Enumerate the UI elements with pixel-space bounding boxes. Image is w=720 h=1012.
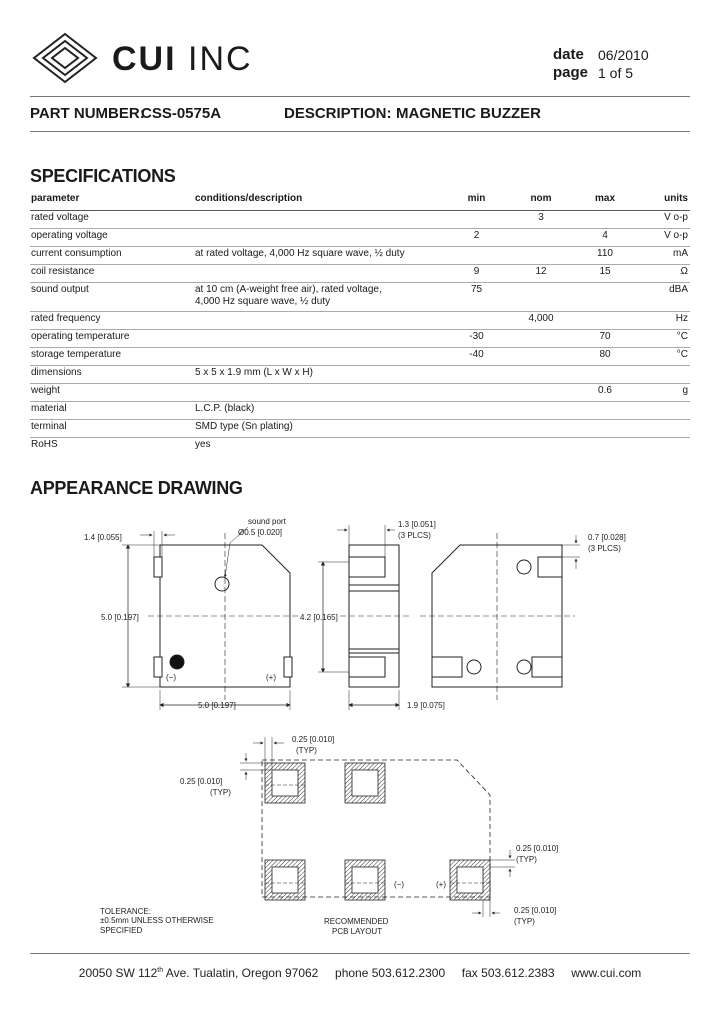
dim-0-7-note: (3 PLCS) (588, 544, 621, 553)
cell-units: mA (643, 246, 690, 264)
table-row (30, 365, 690, 383)
date-value: 06/2010 (598, 47, 649, 63)
cell-conditions (194, 329, 438, 347)
cell-parameter: RoHS (31, 438, 58, 450)
dim-1-4: 1.4 [0.055] (84, 533, 122, 542)
dim-5-0-h: 5.0 [0.197] (198, 701, 236, 710)
cell-units (643, 401, 690, 419)
col-conditions: conditions/description (194, 192, 438, 210)
pcb-caption-line1: RECOMMENDED (324, 917, 389, 926)
cell-min: 9 (438, 264, 515, 282)
cell-max: 110 (567, 246, 643, 264)
table-row (30, 311, 690, 329)
cell-units: g (643, 383, 690, 401)
sound-port-dia: Ø0.5 [0.020] (238, 528, 283, 537)
specifications-table (30, 192, 690, 455)
cell-units: Hz (643, 311, 690, 329)
tolerance-line2: ±0.5mm UNLESS OTHERWISE (100, 916, 214, 925)
dim-pcb-2: 0.25 [0.010] (180, 777, 223, 786)
description-label: DESCRIPTION: (284, 105, 392, 122)
company-name-bold: CUI (112, 40, 177, 78)
cell-units: dBA (643, 282, 690, 311)
cell-max: 70 (567, 329, 643, 347)
cell-parameter: rated frequency (30, 311, 194, 329)
cell-conditions-line2: 4,000 Hz square wave, ½ duty (195, 295, 331, 307)
table-row (30, 383, 690, 401)
part-number-value: CSS-0575A (141, 105, 222, 122)
appearance-title: APPEARANCE DRAWING (30, 478, 243, 498)
minus-label: (−) (166, 673, 176, 682)
cell-parameter: operating voltage (30, 228, 194, 246)
table-row (30, 401, 690, 419)
cell-parameter: terminal (30, 419, 194, 437)
sound-port-label: sound port (248, 517, 286, 526)
cell-conditions (194, 210, 438, 228)
pcb-caption-line2: PCB LAYOUT (332, 927, 383, 936)
description-value: MAGNETIC BUZZER (396, 105, 541, 122)
cell-min: -30 (438, 329, 515, 347)
table-row (30, 437, 690, 455)
part-rule (30, 131, 690, 132)
table-row (30, 347, 690, 365)
cell-nom (515, 437, 567, 455)
footer-phone: phone 503.612.2300 (335, 966, 446, 980)
cell-units: °C (643, 347, 690, 365)
footer-website-link[interactable]: www.cui.com (571, 966, 642, 980)
dim-4-2: 4.2 [0.165] (300, 613, 338, 622)
cell-min: 75 (438, 282, 515, 311)
cell-parameter: sound output (30, 282, 194, 311)
cell-min (438, 401, 515, 419)
cell-nom: 12 (515, 264, 567, 282)
cell-min (438, 246, 515, 264)
cell-parameter: rated voltage (30, 210, 194, 228)
cell-min (438, 419, 515, 437)
col-units: units (643, 192, 690, 210)
cell-min: 2 (438, 228, 515, 246)
cell-units: °C (643, 329, 690, 347)
cell-conditions (194, 347, 438, 365)
company-name (112, 40, 253, 79)
cell-nom (515, 246, 567, 264)
dim-pcb-3-typ: (TYP) (516, 855, 537, 864)
cell-max (567, 282, 643, 311)
cell-max (567, 419, 643, 437)
cell-max: 15 (567, 264, 643, 282)
cell-nom (515, 401, 567, 419)
col-parameter: parameter (30, 192, 194, 210)
dim-1-3: 1.3 [0.051] (398, 520, 436, 529)
cell-conditions (194, 311, 438, 329)
dim-5-0-v: 5.0 [0.197] (101, 613, 139, 622)
bottom-view (420, 533, 580, 700)
footer-rule (30, 953, 690, 954)
cell-nom (515, 383, 567, 401)
cell-nom (515, 347, 567, 365)
dim-1-9: 1.9 [0.075] (407, 701, 445, 710)
part-number-label: PART NUMBER: (30, 105, 145, 122)
cell-parameter: material (30, 401, 194, 419)
cell-parameter: current consumption (30, 246, 194, 264)
cell-max (567, 311, 643, 329)
cell-conditions-line1: at 10 cm (A-weight free air), rated voltage, (195, 283, 382, 295)
pcb-minus-label: (−) (394, 880, 404, 889)
cell-conditions (194, 383, 438, 401)
cell-parameter: coil resistance (30, 264, 194, 282)
cell-conditions: 5 x 5 x 1.9 mm (L x W x H) (194, 365, 438, 383)
footer-fax: fax 503.612.2383 (461, 966, 555, 980)
cell-nom: 4,000 (515, 311, 567, 329)
cell-min: -40 (438, 347, 515, 365)
footer-address-sup: th (157, 967, 164, 974)
col-nom: nom (515, 192, 567, 210)
cell-max: 0.6 (567, 383, 643, 401)
tolerance-line1: TOLERANCE: (100, 907, 151, 916)
dim-pcb-1: 0.25 [0.010] (292, 735, 335, 744)
cell-units (643, 365, 690, 383)
cell-min (438, 311, 515, 329)
header-rule (30, 96, 690, 97)
cell-parameter: weight (30, 383, 194, 401)
plus-label: (+) (266, 673, 276, 682)
cell-nom (515, 329, 567, 347)
dim-1-3-note: (3 PLCS) (398, 531, 431, 540)
tolerance-line3: SPECIFIED (100, 926, 143, 935)
cell-units (643, 437, 690, 455)
cell-nom (515, 365, 567, 383)
company-name-rest: INC (176, 40, 253, 78)
cell-conditions (194, 228, 438, 246)
footer-address-b: Ave. Tualatin, Oregon 97062 (163, 966, 319, 980)
footer-address (79, 966, 319, 980)
cell-units: Ω (643, 264, 690, 282)
col-min: min (438, 192, 515, 210)
cell-conditions: L.C.P. (black) (194, 401, 438, 419)
cell-nom: 3 (515, 210, 567, 228)
cell-min (438, 210, 515, 228)
cell-max (567, 437, 643, 455)
dim-pcb-4: 0.25 [0.010] (514, 906, 557, 915)
table-header-row (30, 192, 690, 210)
col-max: max (567, 192, 643, 210)
cell-max (567, 401, 643, 419)
cell-parameter: operating temperature (30, 329, 194, 347)
cui-logo-mark (30, 30, 100, 86)
specifications-title: SPECIFICATIONS (30, 166, 176, 186)
appearance-drawing (0, 505, 720, 945)
cell-nom (515, 228, 567, 246)
page-label: page (553, 64, 589, 81)
table-row (30, 210, 690, 228)
dim-0-7: 0.7 [0.028] (588, 533, 626, 542)
pcb-plus-label: (+) (436, 880, 446, 889)
cell-parameter: storage temperature (30, 347, 194, 365)
cell-units (643, 419, 690, 437)
cell-units: V o-p (643, 228, 690, 246)
footer (0, 966, 720, 980)
dim-pcb-4-typ: (TYP) (514, 917, 535, 926)
table-row (30, 246, 690, 264)
dim-pcb-3: 0.25 [0.010] (516, 844, 559, 853)
cell-nom (515, 282, 567, 311)
cell-conditions (194, 264, 438, 282)
cell-conditions: SMD type (Sn plating) (194, 419, 438, 437)
footer-address-a: 20050 SW 112 (78, 966, 158, 980)
cell-parameter: dimensions (30, 365, 194, 383)
cell-units: V o-p (643, 210, 690, 228)
page-value: 1 of 5 (598, 65, 634, 81)
cell-max: 80 (567, 347, 643, 365)
cell-min (438, 383, 515, 401)
table-row (30, 329, 690, 347)
date-label: date (553, 46, 584, 63)
cell-max: 4 (567, 228, 643, 246)
dim-pcb-2-typ: (TYP) (210, 788, 231, 797)
dim-pcb-1-typ: (TYP) (296, 746, 317, 755)
table-row (30, 228, 690, 246)
cell-conditions (194, 282, 438, 311)
pcb-layout (240, 737, 515, 917)
table-row (30, 264, 690, 282)
table-row (30, 282, 690, 311)
top-view (122, 527, 300, 710)
cell-max (567, 365, 643, 383)
cell-conditions: yes (195, 438, 211, 450)
cell-min (438, 365, 515, 383)
cell-nom (515, 419, 567, 437)
cell-min (438, 437, 515, 455)
cell-conditions: at rated voltage, 4,000 Hz square wave, ½ duty (194, 246, 438, 264)
table-row (30, 419, 690, 437)
cell-max (567, 210, 643, 228)
